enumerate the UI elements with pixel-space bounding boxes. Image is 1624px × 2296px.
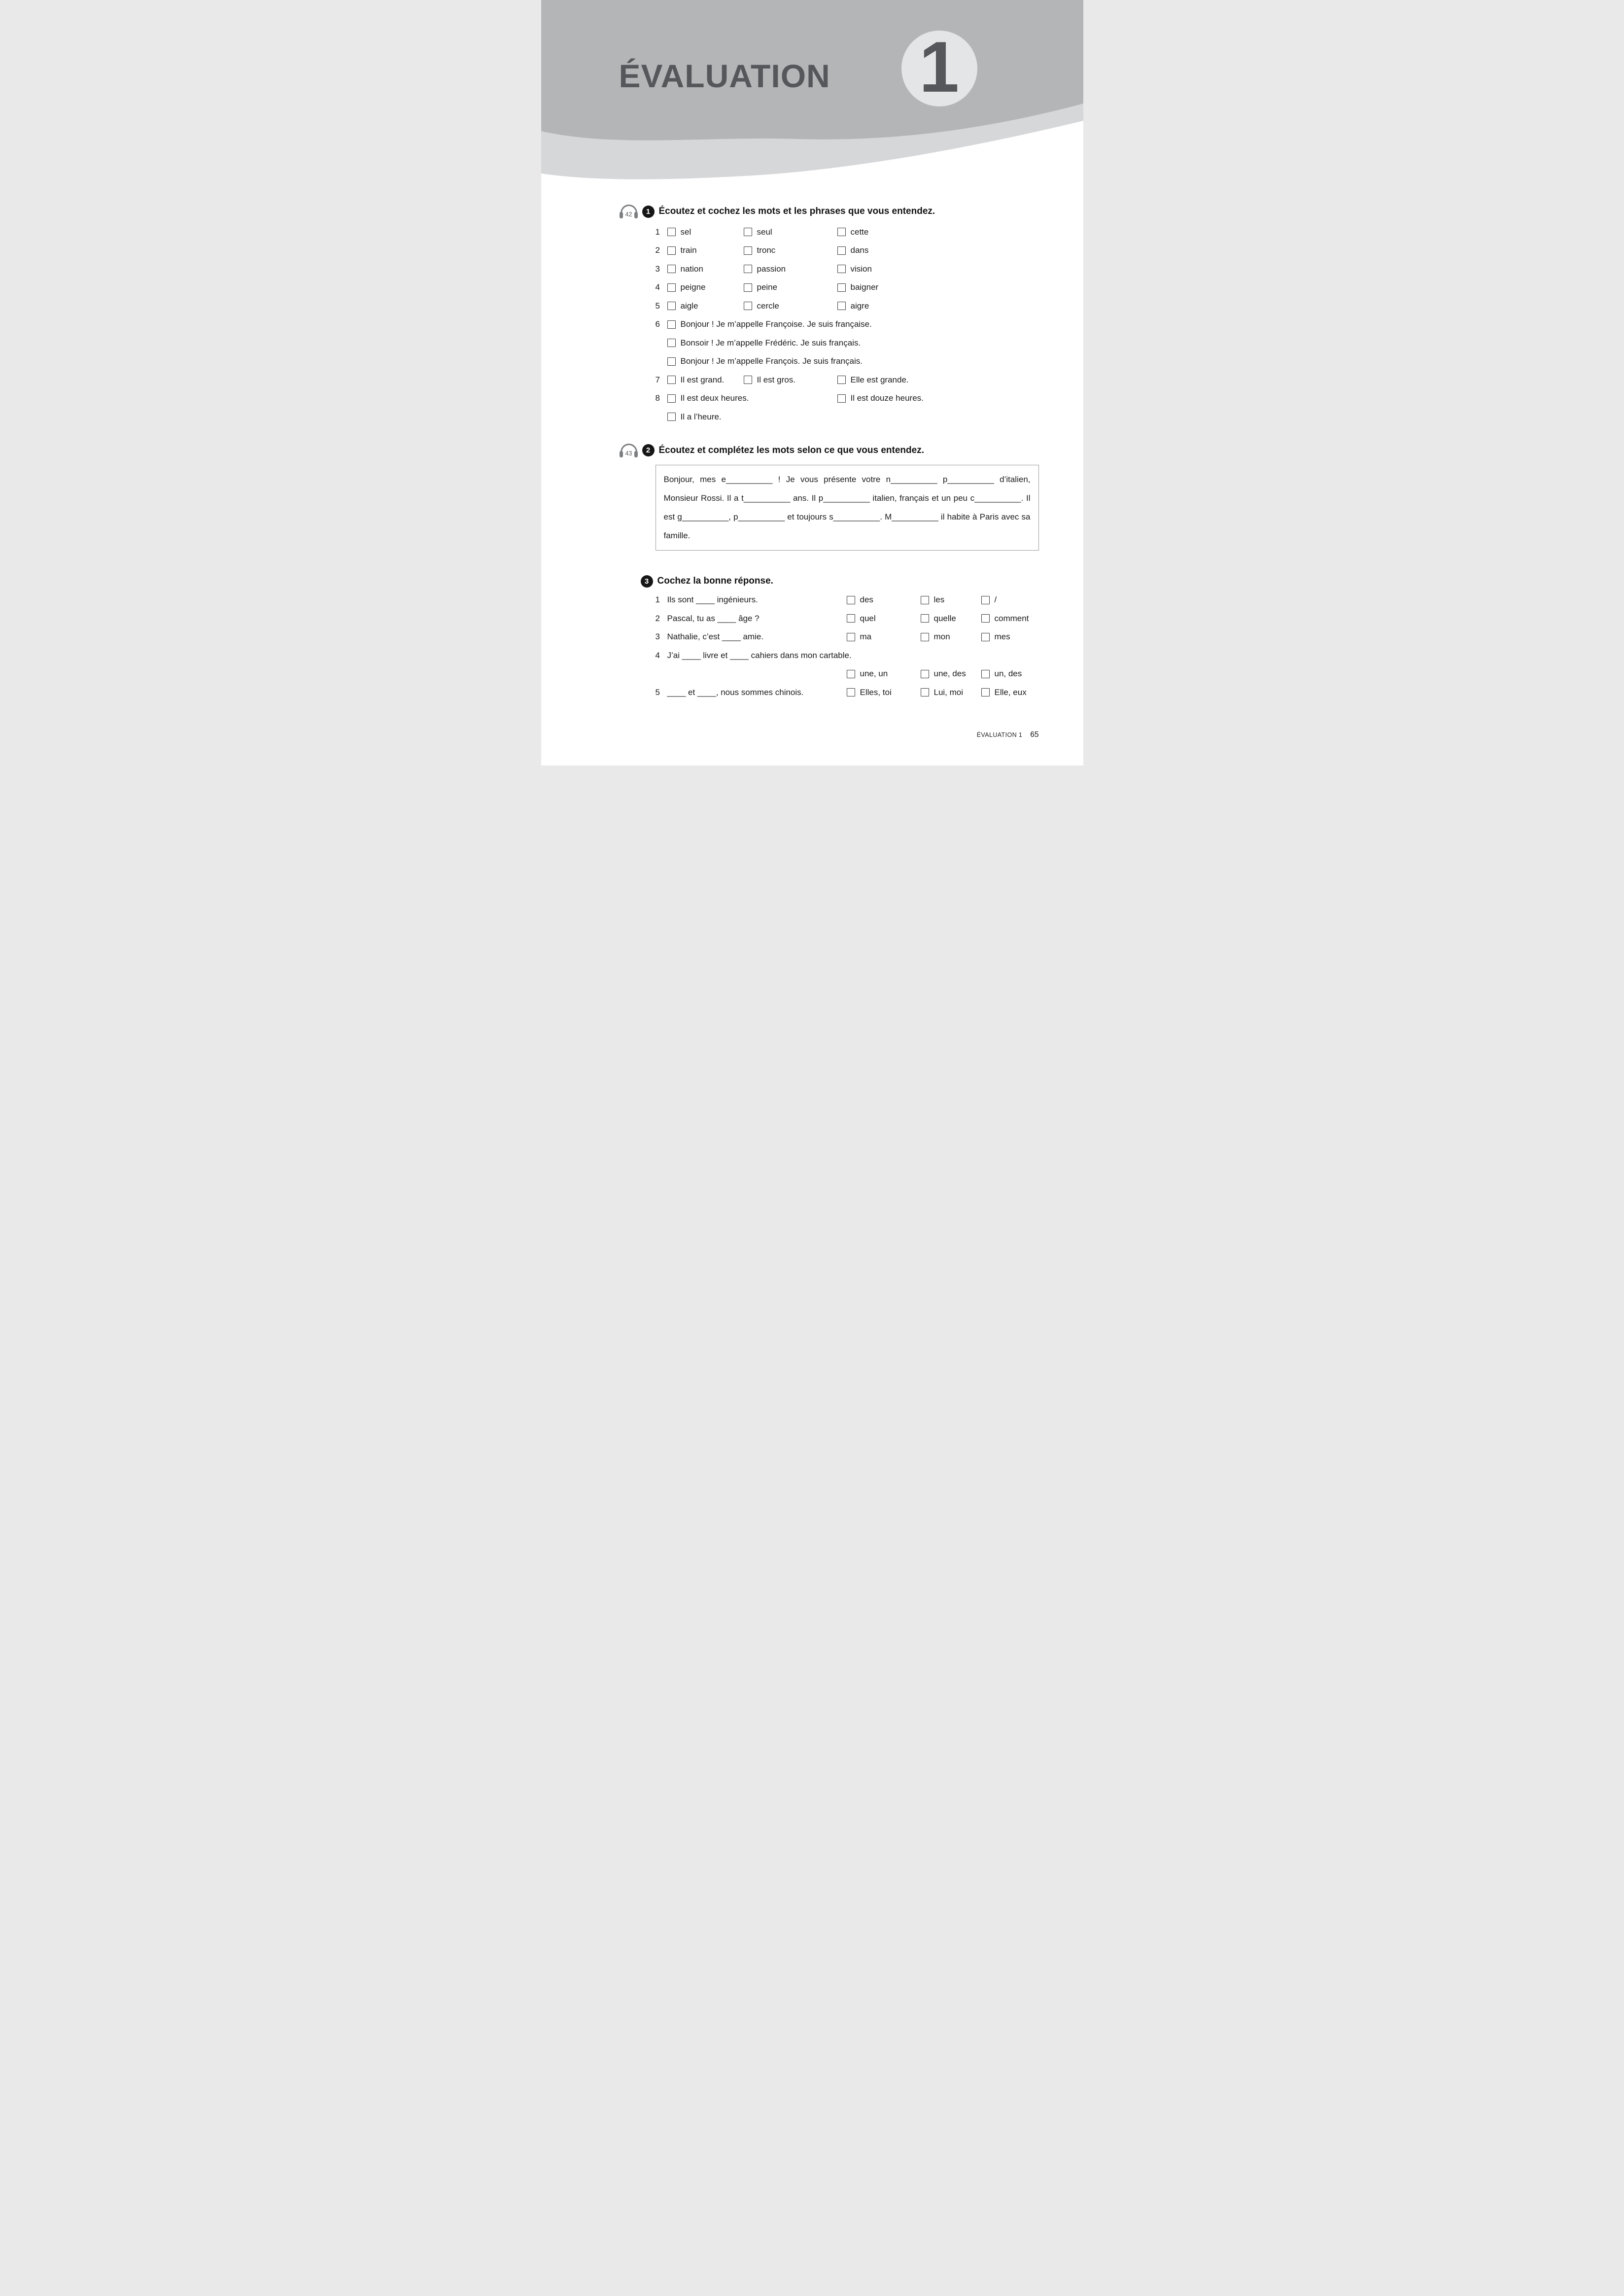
option-label: Bonsoir ! Je m’appelle Frédéric. Je suis français. [680,338,861,348]
option-label: Elle est grande. [850,375,909,384]
ex1-row-4 [656,278,1054,297]
row-number: 3 [655,632,660,642]
row-number: 4 [655,282,660,292]
option-label: Il est deux heures. [680,393,749,403]
row-number: 5 [655,687,660,697]
option [667,412,1054,422]
exercise-3-body [656,591,1054,702]
exercise-number-badge: 3 [641,575,653,588]
option-label: aigle [680,301,698,311]
option-label: Il est gros. [757,375,795,384]
exercise-title: Écoutez et complétez les mots selon ce que vous entendez. [658,445,924,455]
checkbox[interactable] [837,283,846,292]
exercise-1-header [619,204,1054,219]
headphones-earpiece-right [634,451,638,457]
checkbox[interactable] [744,376,752,384]
option-label: quel [860,613,876,623]
checkbox[interactable] [744,302,752,310]
headphones-earpiece-right [634,212,638,218]
checkbox[interactable] [921,670,929,678]
ex1-row-5 [656,297,1054,315]
option-label: Bonjour ! Je m’appelle François. Je suis français. [680,356,863,366]
option [667,338,1054,348]
option [921,669,981,679]
option-label: dans [850,245,869,255]
checkbox[interactable] [981,633,990,641]
ex3-row-4-options [656,665,1054,684]
headphones-earpiece-left [620,451,623,457]
ex3-row-5 [656,683,1054,702]
exercise-title: Cochez la bonne réponse. [657,576,773,586]
checkbox[interactable] [667,357,676,366]
row-number: 3 [655,264,660,274]
option [847,669,921,679]
option [744,245,837,255]
option [921,688,981,697]
checkbox[interactable] [837,246,846,255]
option-label: seul [757,227,772,237]
checkbox[interactable] [667,394,676,403]
unit-number: 1 [919,27,960,107]
exercise-1 [541,204,1083,426]
question-text: Pascal, tu as ____ âge ? [667,613,760,623]
question-text: Nathalie, c’est ____ amie. [667,632,764,642]
checkbox[interactable] [667,283,676,292]
audio-track-number: 43 [625,450,632,457]
option-label: / [994,595,997,605]
ex1-row-2 [656,242,1054,260]
exercise-3-header [641,575,1054,588]
ex3-row-2 [656,609,1054,628]
cloze-text-box: Bonjour, mes e__________ ! Je vous présente votre n__________ p__________ d’italien, Monsieur Rossi. Il a t__________ ans. Il p__________ italien, français et un peu c__________. Il est g__________, p__________ et toujours s__________. M__________ il habite à Paris avec sa famille. [656,465,1039,551]
checkbox[interactable] [921,614,929,623]
option-label: passion [757,264,786,274]
option [744,227,837,237]
option [837,282,1054,292]
checkbox[interactable] [847,670,855,678]
option [837,375,1054,385]
checkbox[interactable] [981,688,990,696]
ex1-row-6-line-1 [656,315,1054,334]
option-label: train [680,245,697,255]
ex1-row-8-line-2 [656,408,1054,426]
checkbox[interactable] [837,302,846,310]
option [667,264,744,274]
option-label: une, des [933,669,966,679]
option-label: mes [994,632,1010,642]
exercise-title: Écoutez et cochez les mots et les phrases que vous entendez. [658,206,935,216]
option [837,301,1054,311]
option [837,264,1054,274]
exercise-number-badge: 1 [642,206,655,218]
option-label: comment [994,613,1029,623]
option-label: Lui, moi [933,687,964,697]
checkbox[interactable] [847,688,855,696]
exercise-number-badge: 2 [642,444,655,456]
option [667,393,837,403]
option-label: Il est grand. [680,375,725,384]
exercise-2 [541,443,1083,551]
checkbox[interactable] [981,670,990,678]
option-label: Elles, toi [860,687,892,697]
checkbox[interactable] [667,228,676,236]
option-label: Il est douze heures. [850,393,924,403]
row-number: 1 [655,227,660,237]
checkbox[interactable] [921,633,929,641]
ex1-row-8-line-1 [656,389,1054,408]
option-label: les [933,595,945,605]
option-label: vision [850,264,872,274]
ex1-row-6-line-3 [656,352,1054,371]
option [921,595,981,605]
question-text: ____ et ____, nous sommes chinois. [667,687,804,697]
checkbox[interactable] [837,228,846,236]
option-label: un, des [994,669,1022,679]
ex1-row-1 [656,223,1054,242]
option-label: nation [680,264,703,274]
option-label: Il a l’heure. [680,412,722,421]
option [981,632,1054,642]
option [744,264,837,274]
option [744,282,837,292]
exercise-2-header [619,443,1054,458]
row-number: 8 [655,393,660,403]
option [744,301,837,311]
option [667,227,744,237]
workbook-page [541,0,1083,765]
option-label: Bonjour ! Je m’appelle Françoise. Je suis française. [680,319,872,329]
ex3-row-1 [656,591,1054,610]
option-label: peigne [680,282,706,292]
option [847,688,921,697]
option-label: peine [757,282,778,292]
option [667,245,744,255]
row-number: 5 [655,301,660,311]
row-number: 7 [655,375,660,384]
option [981,688,1054,697]
option-label: baigner [850,282,879,292]
option [667,319,1054,329]
option [667,301,744,311]
question-text: J’ai ____ livre et ____ cahiers dans mon cartable. [667,650,852,660]
option-label: tronc [757,245,776,255]
footer-section-label: ÉVALUATION 1 [976,731,1023,738]
option [667,356,1054,366]
unit-number-circle [901,27,977,107]
option [667,375,744,385]
row-number: 4 [655,650,660,660]
option-label: mon [933,632,950,642]
option-label: sel [680,227,691,237]
option-label: aigre [850,301,869,311]
checkbox[interactable] [667,413,676,421]
checkbox[interactable] [667,339,676,347]
ex1-row-6-line-2 [656,334,1054,352]
checkbox[interactable] [837,376,846,384]
option-label: Elle, eux [994,687,1027,697]
ex3-row-4-question [656,646,1054,665]
option-label: quelle [933,613,956,623]
audio-track-number: 42 [625,211,632,218]
page-title: ÉVALUATION [619,58,830,94]
question-text: Ils sont ____ ingénieurs. [667,595,758,605]
option-label: des [860,595,873,605]
option-label: cette [850,227,869,237]
exercise-3 [541,575,1083,702]
checkbox[interactable] [667,265,676,273]
checkbox[interactable] [837,265,846,273]
checkbox[interactable] [744,246,752,255]
checkbox[interactable] [744,283,752,292]
option [837,245,1054,255]
page-footer [977,731,1039,739]
option [667,282,744,292]
checkbox[interactable] [667,302,676,310]
checkbox[interactable] [847,614,855,623]
checkbox[interactable] [847,633,855,641]
checkbox[interactable] [667,320,676,329]
checkbox[interactable] [981,614,990,623]
option [837,393,1054,403]
ex3-row-3 [656,628,1054,647]
option [847,614,921,624]
checkbox[interactable] [981,596,990,604]
option [847,595,921,605]
option [921,614,981,624]
row-number: 1 [655,595,660,605]
page-number: 65 [1030,731,1039,739]
checkbox[interactable] [667,376,676,384]
headphones-earpiece-left [620,212,623,218]
option [981,614,1054,624]
ex1-row-3 [656,260,1054,278]
checkbox[interactable] [667,246,676,255]
checkbox[interactable] [837,394,846,403]
option [921,632,981,642]
checkbox[interactable] [744,265,752,273]
ex1-row-7 [656,371,1054,389]
option [837,227,1054,237]
option-label: ma [860,632,872,642]
option [744,375,837,385]
headphones-icon [619,443,639,458]
option-label: une, un [860,669,888,679]
checkbox[interactable] [744,228,752,236]
option [847,632,921,642]
row-number: 2 [655,613,660,623]
checkbox[interactable] [921,688,929,696]
row-number: 6 [655,319,660,329]
option [981,669,1054,679]
option [981,595,1054,605]
checkbox[interactable] [921,596,929,604]
headphones-icon [619,204,639,219]
row-number: 2 [655,245,660,255]
option-label: cercle [757,301,779,311]
page-header [541,0,1083,187]
checkbox[interactable] [847,596,855,604]
exercise-1-body [656,223,1054,426]
